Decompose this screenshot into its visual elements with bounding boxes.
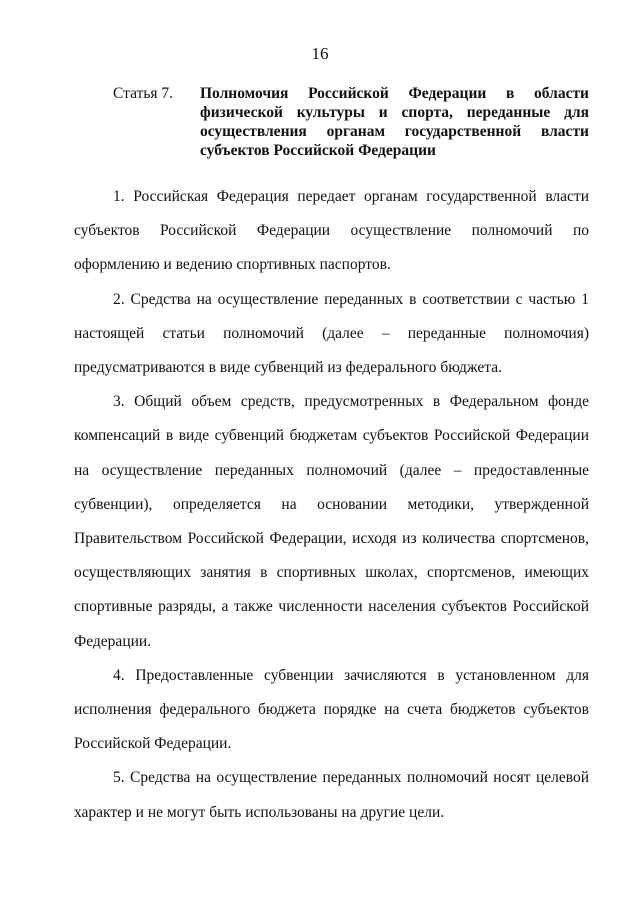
paragraph-4: 4. Предоставленные субвенции зачисляются в установленном для исполнения федерального бюджета порядке на счета бюджетов субъектов Российской Федерации. (74, 666, 589, 753)
article-label: Статья 7. (113, 85, 174, 102)
article-title-line: физической культуры и спорта, переданные для (200, 104, 589, 121)
article-title-line: субъектов Российской Федерации (200, 142, 436, 159)
page-number: 16 (311, 44, 329, 63)
article-body (74, 180, 589, 830)
article-header (113, 84, 589, 160)
article-title-line: Полномочия Российской Федерации в области (200, 85, 589, 102)
paragraph-5: 5. Средства на осуществление переданных полномочий носят целевой характер и не могут быть использованы на другие цели. (74, 769, 589, 821)
paragraph-2: 2. Средства на осуществление переданных в соответствии с частью 1 настоящей статьи полномочий (далее – переданные полномочия) предусматриваются в виде субвенций из федерального бюджета. (74, 290, 589, 377)
paragraph-1: 1. Российская Федерация передает органам государственной власти субъектов Российской Федерации осуществление полномочий по оформлению и ведению спортивных паспортов. (74, 188, 589, 274)
article-title (200, 84, 589, 160)
paragraph-3: 3. Общий объем средств, предусмотренных в Федеральном фонде компенсаций в виде субвенций бюджетам субъектов Российской Федерации на осуществление переданных полномочий (далее – предоставленные субвенции), определяется на основании методики, утвержденной Правительством Российской Федерации, исходя из количества спортсменов, осуществляющих занятия в спортивных школах, спортсменов, имеющих спортивные разряды, а также численности населения субъектов Российской Федерации. (74, 393, 589, 650)
article-title-line: осуществления органам государственной власти (200, 123, 589, 140)
